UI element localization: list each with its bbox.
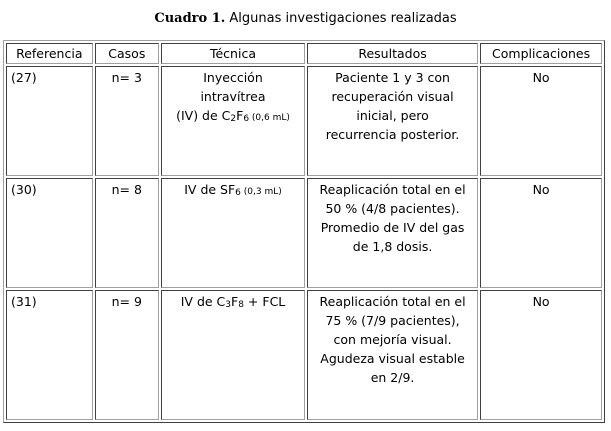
cell-resultados	[307, 66, 478, 176]
cell-complicaciones: No	[480, 178, 602, 288]
cell-referencia: (27)	[6, 66, 93, 176]
tecnica-line: IV de $SF_6$ (0,3 mL)	[184, 182, 282, 198]
resultados-line: Agudeza visual estable	[320, 351, 465, 366]
caption-text: Algunas investigaciones realizadas	[225, 11, 457, 26]
resultados-line: con mejoría visual.	[333, 332, 452, 347]
tecnica-line: intravítrea	[200, 89, 266, 104]
cell-tecnica	[161, 178, 305, 288]
tecnica-line: Inyección	[203, 70, 263, 85]
cell-tecnica	[161, 290, 305, 420]
cell-referencia: (30)	[6, 178, 93, 288]
resultados-line: Paciente 1 y 3 con	[335, 70, 450, 85]
resultados-line: Reaplicación total en el	[319, 182, 466, 197]
resultados-line: Reaplicación total en el	[319, 294, 466, 309]
cell-complicaciones: No	[480, 290, 602, 420]
resultados-line: recurrencia posterior.	[325, 127, 460, 142]
header-tecnica: Técnica	[161, 43, 305, 64]
cell-casos: n= 3	[95, 66, 159, 176]
header-resultados: Resultados	[307, 43, 478, 64]
cell-resultados	[307, 178, 478, 288]
cell-casos: n= 9	[95, 290, 159, 420]
tecnica-line: (IV) de $C_2F_6$ (0,6 mL)	[176, 108, 290, 124]
cell-complicaciones: No	[480, 66, 602, 176]
cell-resultados	[307, 290, 478, 420]
header-complicaciones: Complicaciones	[480, 43, 602, 64]
cell-casos: n= 8	[95, 178, 159, 288]
resultados-line: en 2/9.	[370, 370, 415, 385]
resultados-line: inicial, pero	[356, 108, 429, 123]
resultados-line: recuperación visual	[331, 89, 454, 104]
cell-tecnica	[161, 66, 305, 176]
tecnica-line: IV de $C_3F_8$ + FCL	[180, 294, 286, 310]
resultados-line: de 1,8 dosis.	[352, 239, 433, 254]
header-casos: Casos	[95, 43, 159, 64]
resultados-line: 50 % (4/8 pacientes).	[325, 201, 460, 216]
table-row	[6, 290, 602, 420]
cell-referencia: (31)	[6, 290, 93, 420]
resultados-line: 75 % (7/9 pacientes),	[325, 313, 460, 328]
table-caption	[0, 10, 611, 28]
header-referencia: Referencia	[6, 43, 93, 64]
table-header-row	[6, 43, 602, 64]
table-row	[6, 66, 602, 176]
table-row	[6, 178, 602, 288]
resultados-line: Promedio de IV del gas	[320, 220, 465, 235]
caption-label: Cuadro 1.	[154, 11, 226, 26]
research-table	[3, 40, 605, 423]
